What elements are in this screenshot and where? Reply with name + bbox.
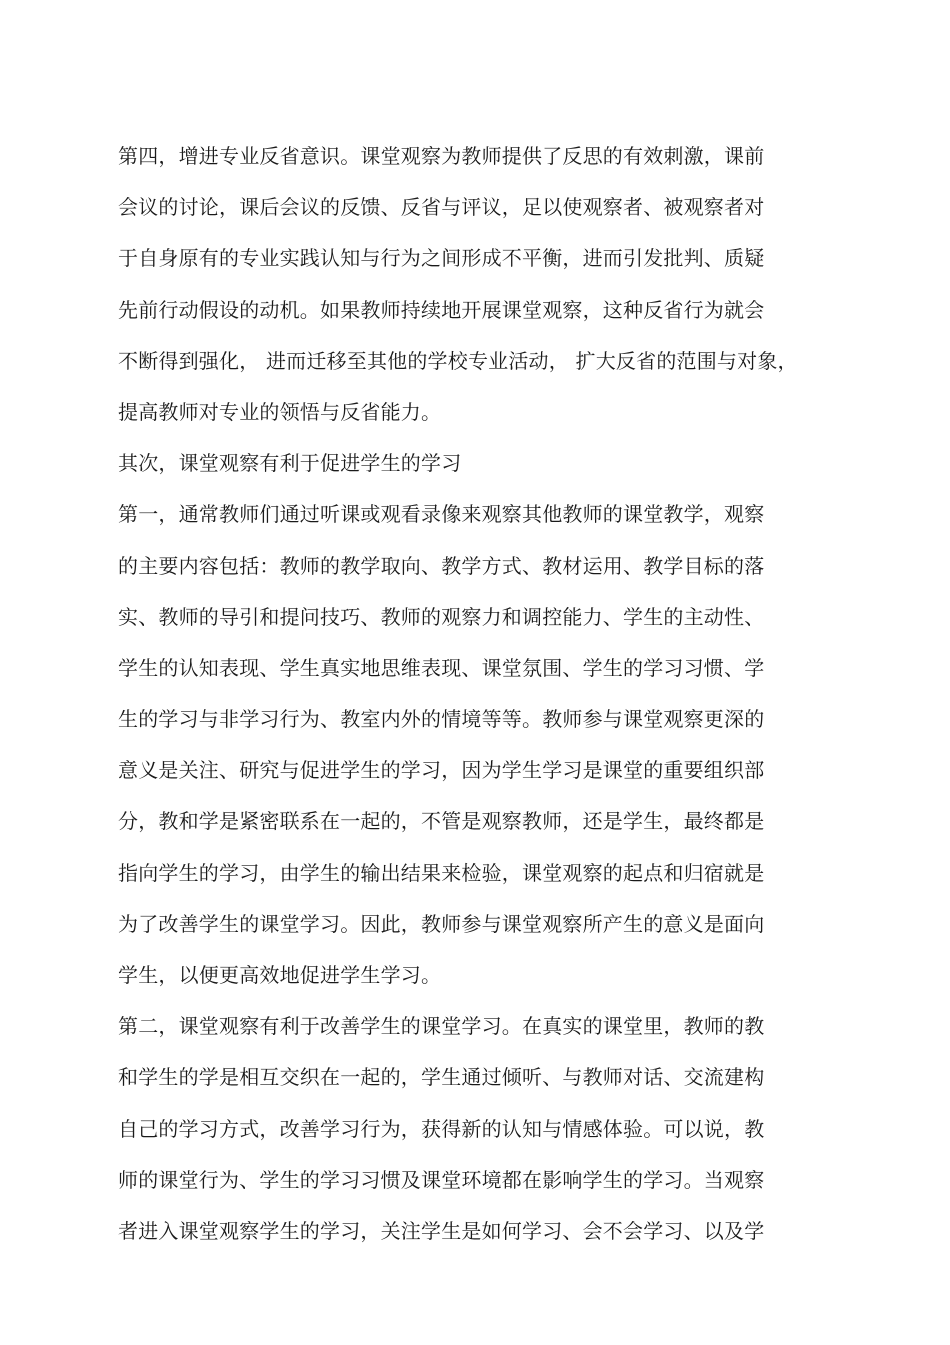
text-line: 第二，课堂观察有利于改善学生的课堂学习。在真实的课堂里，教师的教 <box>118 1014 765 1039</box>
text-line: 第一，通常教师们通过听课或观看录像来观察其他教师的课堂教学，观察 <box>118 502 765 527</box>
body-text <box>118 136 838 1262</box>
text-line: 不断得到强化， 进而迁移至其他的学校专业活动， 扩大反省的范围与对象， <box>118 348 798 373</box>
text-line: 分，教和学是紧密联系在一起的，不管是观察教师，还是学生，最终都是 <box>118 809 765 834</box>
text-line: 为了改善学生的课堂学习。因此，教师参与课堂观察所产生的意义是面向 <box>118 911 765 936</box>
text-line: 于自身原有的专业实践认知与行为之间形成不平衡，进而引发批判、质疑 <box>118 246 765 271</box>
text-line: 实、教师的导引和提问技巧、教师的观察力和调控能力、学生的主动性、 <box>118 604 765 629</box>
text-line: 第四，增进专业反省意识。课堂观察为教师提供了反思的有效刺激，课前 <box>118 144 765 168</box>
text-line: 学生，以便更高效地促进学生学习。 <box>118 963 442 987</box>
text-line: 自己的学习方式，改善学习行为，获得新的认知与情感体验。可以说，教 <box>118 1116 765 1141</box>
text-line: 和学生的学是相互交织在一起的，学生通过倾听、与教师对话、交流建构 <box>118 1065 765 1090</box>
text-line: 会议的讨论，课后会议的反馈、反省与评议，足以使观察者、被观察者对 <box>118 195 765 220</box>
text-line: 的主要内容包括：教师的教学取向、教学方式、教材运用、教学目标的落 <box>118 553 765 578</box>
text-line: 指向学生的学习，由学生的输出结果来检验，课堂观察的起点和归宿就是 <box>118 860 765 885</box>
text-line: 提高教师对专业的领悟与反省能力。 <box>118 399 442 424</box>
text-line: 生的学习与非学习行为、教室内外的情境等等。教师参与课堂观察更深的 <box>118 707 765 732</box>
text-line: 学生的认知表现、学生真实地思维表现、课堂氛围、学生的学习习惯、学 <box>118 655 765 680</box>
text-line: 者进入课堂观察学生的学习，关注学生是如何学习、会不会学习、以及学 <box>118 1218 765 1243</box>
text-line: 师的课堂行为、学生的学习习惯及课堂环境都在影响学生的学习。当观察 <box>118 1167 765 1192</box>
text-line: 先前行动假设的动机。如果教师持续地开展课堂观察，这种反省行为就会 <box>118 297 765 322</box>
text-line: 意义是关注、研究与促进学生的学习，因为学生学习是课堂的重要组织部 <box>118 758 765 783</box>
section-heading: 其次，课堂观察有利于促进学生的学习 <box>118 451 462 476</box>
